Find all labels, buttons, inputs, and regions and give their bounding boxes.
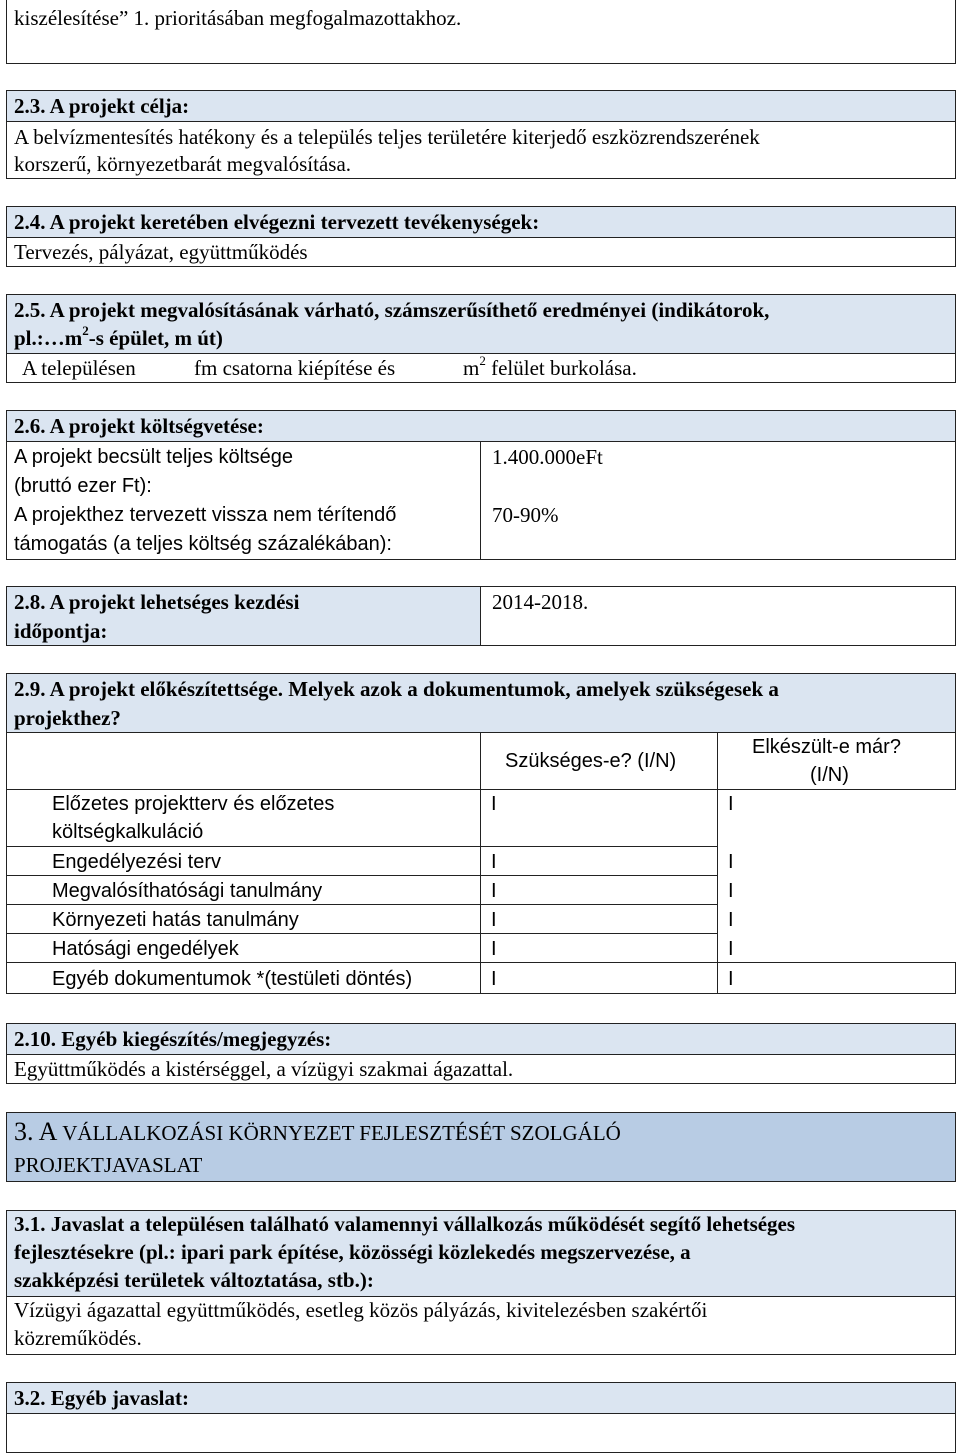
s29-row5-needed: I	[491, 938, 497, 960]
s29-row6-done: I	[728, 968, 734, 990]
s29-row2-needed: I	[491, 851, 497, 873]
s3-title-text: VÁLLALKOZÁSI KÖRNYEZET FEJLESZTÉSÉT SZOLGÁLÓ	[62, 1121, 621, 1145]
s29-row6-needed: I	[491, 968, 497, 990]
s29-row6-cell-3	[717, 962, 956, 994]
s25-title-line2: $pl.:\dots m^2-s$ épület, m út)	[14, 323, 223, 350]
s32-body-box	[6, 1413, 956, 1453]
s29-row1-label1: Előzetes projektterv és előzetes	[52, 793, 335, 815]
s3-title-line1	[14, 1116, 621, 1149]
s29-row2-cell-2	[480, 846, 718, 876]
s210-title: 2.10. Egyéb kiegészítés/megjegyzés:	[14, 1027, 332, 1051]
s29-row2-done: I	[728, 851, 734, 873]
s28-title-line2: időpontja:	[14, 619, 108, 643]
s31-title-line2: fejlesztésekre (pl.: ipari park építése, közösségi közlekedés megszervezése, a	[14, 1240, 691, 1264]
s29-row3-done: I	[728, 880, 734, 902]
s3-number: 3. A	[14, 1117, 58, 1146]
s29-row1-done: I	[728, 793, 734, 815]
s24-title: 2.4. A projekt keretében elvégezni tervezett tevékenységek:	[14, 210, 540, 234]
s26-cost-value: 1.400.000eFt	[492, 445, 603, 469]
s29-row4-done: I	[728, 909, 734, 931]
s28-value: 2014-2018.	[492, 590, 589, 614]
s29-row4-label: Környezeti hatás tanulmány	[52, 909, 299, 931]
s29-row6-label: Egyéb dokumentumok *(testületi döntés)	[52, 968, 413, 990]
s29-row5-done: I	[728, 938, 734, 960]
s29-row1-cell-2	[480, 789, 718, 847]
s29-row5-cell-2	[480, 933, 718, 963]
s28-title-line1: 2.8. A projekt lehetséges kezdési	[14, 590, 300, 614]
s25-body-c: $m^2$ felület burkolása.	[463, 353, 637, 380]
s29-row1-needed: I	[491, 793, 497, 815]
s25-title-line1: 2.5. A projekt megvalósításának várható, számszerűsíthető eredményei (indikátorok,	[14, 298, 770, 322]
s25-body-b: fm csatorna kiépítése és	[194, 356, 396, 380]
s29-row5-label: Hatósági engedélyek	[52, 938, 239, 960]
s29-col-done-line2: (I/N)	[810, 764, 849, 786]
s29-row4-cell-2	[480, 904, 718, 934]
s32-title: 3.2. Egyéb javaslat:	[14, 1386, 189, 1410]
s24-body: Tervezés, pályázat, együttműködés	[14, 240, 308, 264]
s26-support-label1: A projekthez tervezett vissza nem térítendő	[14, 504, 397, 526]
s29-title-line2: projekthez?	[14, 706, 121, 730]
s31-body-line2: közreműködés.	[14, 1326, 142, 1350]
s29-title-line1: 2.9. A projekt előkészítettsége. Melyek azok a dokumentumok, amelyek szükségesek a	[14, 677, 779, 701]
s29-row3-cell-2	[480, 875, 718, 905]
s210-body: Együttműködés a kistérséggel, a vízügyi szakmai ágazattal.	[14, 1057, 514, 1081]
s29-row1-label2: költségkalkuláció	[52, 821, 204, 843]
s26-title: 2.6. A projekt költségvetése:	[14, 414, 264, 438]
s29-row3-label: Megvalósíthatósági tanulmány	[52, 880, 323, 902]
s29-head-cell-1	[6, 732, 481, 790]
s3-title-line2: PROJEKTJAVASLAT	[14, 1153, 203, 1177]
s29-row4-needed: I	[491, 909, 497, 931]
s31-body-line1: Vízügyi ágazattal együttműködés, esetleg közös pályázás, kivitelezésben szakértői	[14, 1298, 708, 1322]
s26-support-value: 70-90%	[492, 503, 559, 527]
s23-line2: korszerű, környezetbarát megvalósítása.	[14, 152, 352, 176]
s26-cost-label2: (bruttó ezer Ft):	[14, 475, 152, 497]
s29-col-done-line1: Elkészült-e már?	[752, 736, 901, 758]
s29-row3-needed: I	[491, 880, 497, 902]
s31-title-line1: 3.1. Javaslat a településen található valamennyi vállalkozás működését segítő lehetséges	[14, 1212, 796, 1236]
s25-body-a: A településen	[22, 356, 136, 380]
prev-section-text: kiszélesítése” 1. prioritásában megfogalmazottakhoz.	[14, 6, 462, 30]
s23-title: 2.3. A projekt célja:	[14, 94, 190, 118]
s26-support-label2: támogatás (a teljes költség százalékában):	[14, 533, 392, 555]
s31-title-line3: szakképzési területek változtatása, stb.):	[14, 1268, 374, 1292]
s23-line1: A belvízmentesítés hatékony és a település teljes területére kiterjedő eszközrendszerének	[14, 125, 760, 149]
s26-cost-label1: A projekt becsült teljes költsége	[14, 446, 294, 468]
s29-col-needed: Szükséges-e? (I/N)	[505, 750, 677, 772]
s29-row6-cell-2	[480, 962, 718, 994]
s29-row2-label: Engedélyezési terv	[52, 851, 221, 873]
